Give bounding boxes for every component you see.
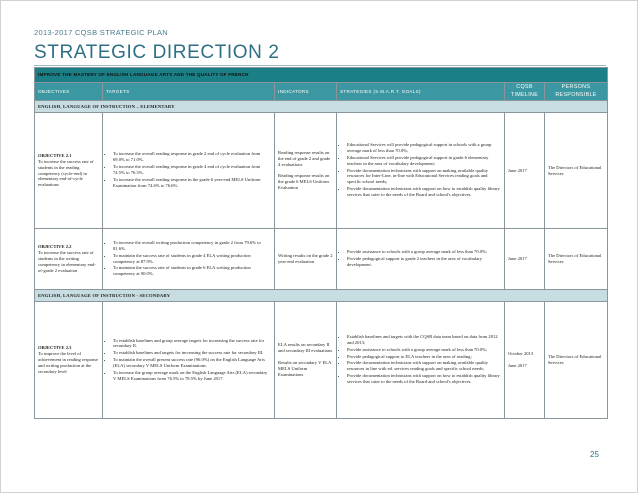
table-row [35,229,608,290]
timeline-cell: June 2017 [505,229,545,290]
responsible-cell: The Directors of Educational Services [545,229,608,290]
section-row-elementary [35,101,608,113]
list-item: • Provide assistance to schools with a group average mark of less than 70.0%; [347,347,501,353]
section-row-secondary [35,290,608,302]
list-item: • Provide assistance to schools with a group average mark of less than 70.0%; [347,249,501,255]
strategies-list [340,142,501,198]
list-item: • To increase the overall writing production competency in grade 2 from 79.6% to 81.6%. [113,240,271,252]
list-item: • Provide documentation technicians with support on making available quality resources in line with ed. services reading goals and specific school needs; [347,360,501,372]
col-responsible: PERSONS RESPONSIBLE [545,83,608,101]
objective-cell [35,113,103,229]
list-item: • Establish baselines and targets with the CQSB data team based on data from 2012 and 2013; [347,334,501,346]
page-title: STRATEGIC DIRECTION 2 [34,42,280,63]
list-item: • To increase the group average mark on the English Language Arts (ELA) secondary V MELS Examinations from 76.5% to 78.5% by June 2017. [113,370,271,382]
list-item: • Provide documentation technicians with support on how to establish quality library services that cater to the needs of the Board and school's objectives. [347,186,501,198]
list-item: • Provide documentation technicians with support on making available quality resources for Inter-Line, in-line with Educational Services reading goals and specific school needs; [347,168,501,186]
objective-text: To increase the success rate of students in the writing competency in elementary end-of-grade 2 evaluation [38,250,96,273]
col-timeline: CQSB TIMELINE [505,83,545,101]
plan-label: 2013-2017 CQSB STRATEGIC PLAN [34,28,169,37]
targets-cell [103,113,275,229]
list-item: • To establish baselines and targets for increasing the success rate for secondary III. [113,350,271,356]
targets-cell [103,302,275,419]
col-objectives: OBJECTIVES [35,83,103,101]
responsible-cell: The Directors of Educational Services [545,302,608,419]
list-item: • To establish baselines and group average targets for increasing the success rate for secondary II. [113,338,271,350]
list-item: • To increase the overall reading response in grade 2 end of cycle evaluation from 69.0% to 71.0%. [113,151,271,163]
objective-title: OBJECTIVE 2.3 [38,345,72,351]
objective-text: To increase the success rate of students in the reading competency (cycle-end) in elementary end-of-cycle evaluations [38,158,94,188]
banner-row [35,68,608,83]
table-row [35,113,608,229]
targets-list [106,338,271,382]
column-header-row [35,83,608,101]
objective-cell [35,229,103,290]
list-item: • To maintain the success rate of students in grade 4 ELA writing production competency at 87.9%. [113,253,271,265]
table-row [35,302,608,419]
list-item: • To increase the overall reading response in grade 4 end of cycle evaluation from 74.5% to 76.5%. [113,164,271,176]
timeline-cell: October 2013 June 2017 [505,302,545,419]
indicators-cell: Reading response results on the end of grade 2 and grade 4 evaluations Reading response results on the grade 6 MELS Uniform Evaluation [275,113,337,229]
responsible-cell: The Directors of Educational Services [545,113,608,229]
page-number: 25 [590,450,599,459]
list-item: • To maintain the success rate of students in grade 6 ELA writing production competency at 90.0%. [113,265,271,277]
strategies-cell [337,302,505,419]
objective-text: To improve the level of achievement in reading response and writing production at the secondary level [38,351,99,374]
list-item: • To increase the overall reading response in the grade 6 year-end MELS Uniform Examination from 74.6% to 76.6%. [113,177,271,189]
col-strategies: STRATEGIES (S.M.A.R.T. GOALS) [337,83,505,101]
strategies-list [340,334,501,385]
indicators-cell: ELA results on secondary II and secondary III evaluations Results on secondary V ELA MELS Uniform Examinations [275,302,337,419]
targets-list [106,151,271,188]
objective-title: OBJECTIVE 2.1 [38,152,72,158]
list-item: • Provide documentation technicians with support on how to establish quality library services that cater to the needs of the Board and school's objectives. [347,373,501,385]
targets-list [106,240,271,277]
strategies-list [340,249,501,268]
banner-text: IMPROVE THE MASTERY OF ENGLISH LANGUAGE ARTS AND THE QUALITY OF FRENCH [35,68,608,83]
col-indicators: INDICATORS [275,83,337,101]
indicators-cell: Writing results on the grade 2 year-end evaluation [275,229,337,290]
timeline-cell: June 2017 [505,113,545,229]
list-item: • To maintain the overall present success rate (96.0%) on the English Language Arts (ELA) secondary V MELS Uniform Examinations. [113,357,271,369]
strategy-table [34,67,608,419]
section-label: ENGLISH, LANGUAGE OF INSTRUCTION - SECONDARY [35,290,608,302]
col-targets: TARGETS [103,83,275,101]
list-item: • Educational Services will provide pedagogical support in schools with a group average mark of less than 70.0%; [347,142,501,154]
objective-cell [35,302,103,419]
list-item: • Educational Services will provide pedagogical support in grade 6 elementary teachers in the area of vocabulary development; [347,155,501,167]
list-item: • Provide pedagogical support to ELA teachers in the area of reading; [347,354,501,360]
strategies-cell [337,113,505,229]
section-label: ENGLISH, LANGUAGE OF INSTRUCTION – ELEMENTARY [35,101,608,113]
targets-cell [103,229,275,290]
objective-title: OBJECTIVE 2.2 [38,244,72,250]
title-divider [34,65,606,66]
strategies-cell [337,229,505,290]
list-item: • Provide pedagogical support to grade 2 teachers in the area of vocabulary development. [347,256,501,268]
